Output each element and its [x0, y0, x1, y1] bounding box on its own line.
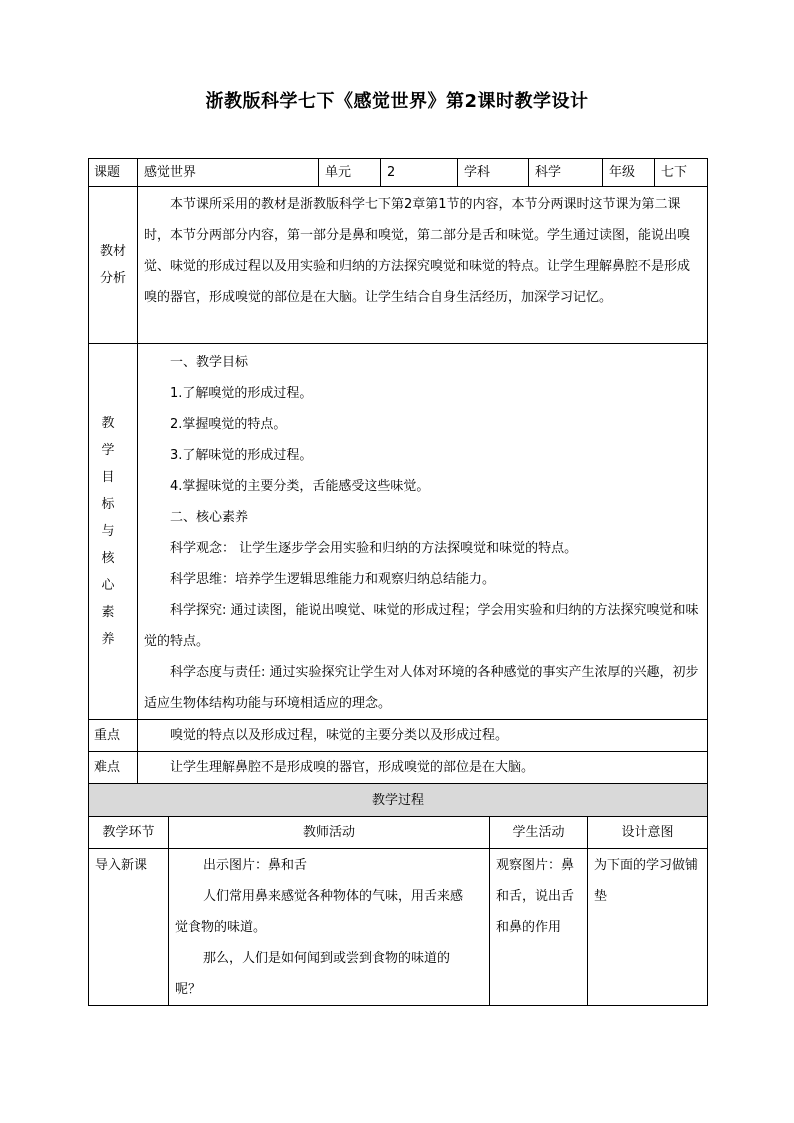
lesson-info-table	[88, 158, 708, 784]
teacher-activity-cell	[169, 849, 490, 1006]
subject-value: 科学	[529, 159, 603, 187]
header-stage: 教学环节	[89, 817, 169, 849]
topic-value: 感觉世界	[138, 159, 319, 187]
topic-label: 课题	[89, 159, 138, 187]
teaching-process-table	[88, 783, 708, 1006]
teacher-activity-line: 出示图片：鼻和舌	[203, 858, 308, 873]
stage-cell: 导入新课	[89, 849, 169, 1006]
teacher-activity-line: 那么，人们是如何闻到或尝到食物的味道的呢？	[175, 951, 451, 997]
teacher-activity-line: 人们常用鼻来感觉各种物体的气味，用舌来感觉食物的味道。	[175, 889, 464, 935]
key-point-label: 重点	[89, 720, 138, 752]
goals-section2: 二、核心素养	[170, 510, 249, 525]
literacy-item: 科学探究: 通过读图，能说出嗅觉、味觉的形成过程；学会用实验和归纳的方法探究嗅觉和味觉的特点。	[144, 603, 699, 649]
goals-section1: 一、教学目标	[170, 355, 249, 370]
difficulty-row	[89, 752, 708, 784]
process-title: 教学过程	[89, 784, 708, 817]
literacy-item: 科学态度与责任: 通过实验探究让学生对人体对环境的各种感觉的事实产生浓厚的兴趣，初步适应生物体结构功能与环境相适应的理念。	[144, 665, 699, 711]
goals-content-cell	[138, 344, 708, 720]
grade-label: 年级	[603, 159, 655, 187]
literacy-item: 科学观念： 让学生逐步学会用实验和归纳的方法探嗅觉和味觉的特点。	[170, 541, 578, 556]
grade-value: 七下	[655, 159, 708, 187]
design-intent-cell: 为下面的学习做铺垫	[588, 849, 708, 1006]
process-title-row	[89, 784, 708, 817]
info-row	[89, 159, 708, 187]
difficulty-label: 难点	[89, 752, 138, 784]
goal-item: 1.了解嗅觉的形成过程。	[170, 386, 313, 401]
key-point-text: 嗅觉的特点以及形成过程，味觉的主要分类以及形成过程。	[170, 728, 509, 743]
key-point-cell	[138, 720, 708, 752]
analysis-label-line2: 分析	[99, 271, 126, 286]
analysis-text-cell	[138, 187, 708, 344]
goals-label-cell	[89, 344, 138, 720]
unit-label: 单元	[319, 159, 381, 187]
key-point-row	[89, 720, 708, 752]
unit-value: 2	[381, 159, 458, 187]
difficulty-text: 让学生理解鼻腔不是形成嗅的器官，形成嗅觉的部位是在大脑。	[170, 760, 535, 775]
analysis-row	[89, 187, 708, 344]
process-header-row	[89, 817, 708, 849]
goal-item: 3.了解味觉的形成过程。	[170, 448, 313, 463]
process-row	[89, 849, 708, 1006]
goals-row	[89, 344, 708, 720]
student-activity-cell: 观察图片：鼻和舌，说出舌和鼻的作用	[490, 849, 588, 1006]
document-title: 浙教版科学七下《感觉世界》第2课时教学设计	[205, 91, 589, 112]
header-student: 学生活动	[490, 817, 588, 849]
header-teacher: 教师活动	[169, 817, 490, 849]
literacy-item: 科学思维：培养学生逻辑思维能力和观察归纳总结能力。	[170, 572, 496, 587]
difficulty-cell	[138, 752, 708, 784]
analysis-label	[89, 187, 138, 344]
goal-item: 4.掌握味觉的主要分类，舌能感受这些味觉。	[170, 479, 430, 494]
goal-item: 2.掌握嗅觉的特点。	[170, 417, 287, 432]
analysis-text: 本节课所采用的教材是浙教版科学七下第2章第1节的内容，本节分两课时这节课为第二课时，本节分两部分内容，第一部分是鼻和嗅觉，第二部分是舌和味觉。学生通过读图，能说出嗅觉、味觉的形成过程以及用实验和归纳的方法探究嗅觉和味觉的特点。让学生理解鼻腔不是形成嗅的器官，形成嗅觉的部位是在大脑。让学生结合自身生活经历，加深学习记忆。	[144, 197, 691, 305]
goals-label: 教学目标与核心素养	[101, 416, 125, 647]
header-intent: 设计意图	[588, 817, 708, 849]
subject-label: 学科	[458, 159, 529, 187]
analysis-label-line1: 教材	[99, 244, 126, 259]
